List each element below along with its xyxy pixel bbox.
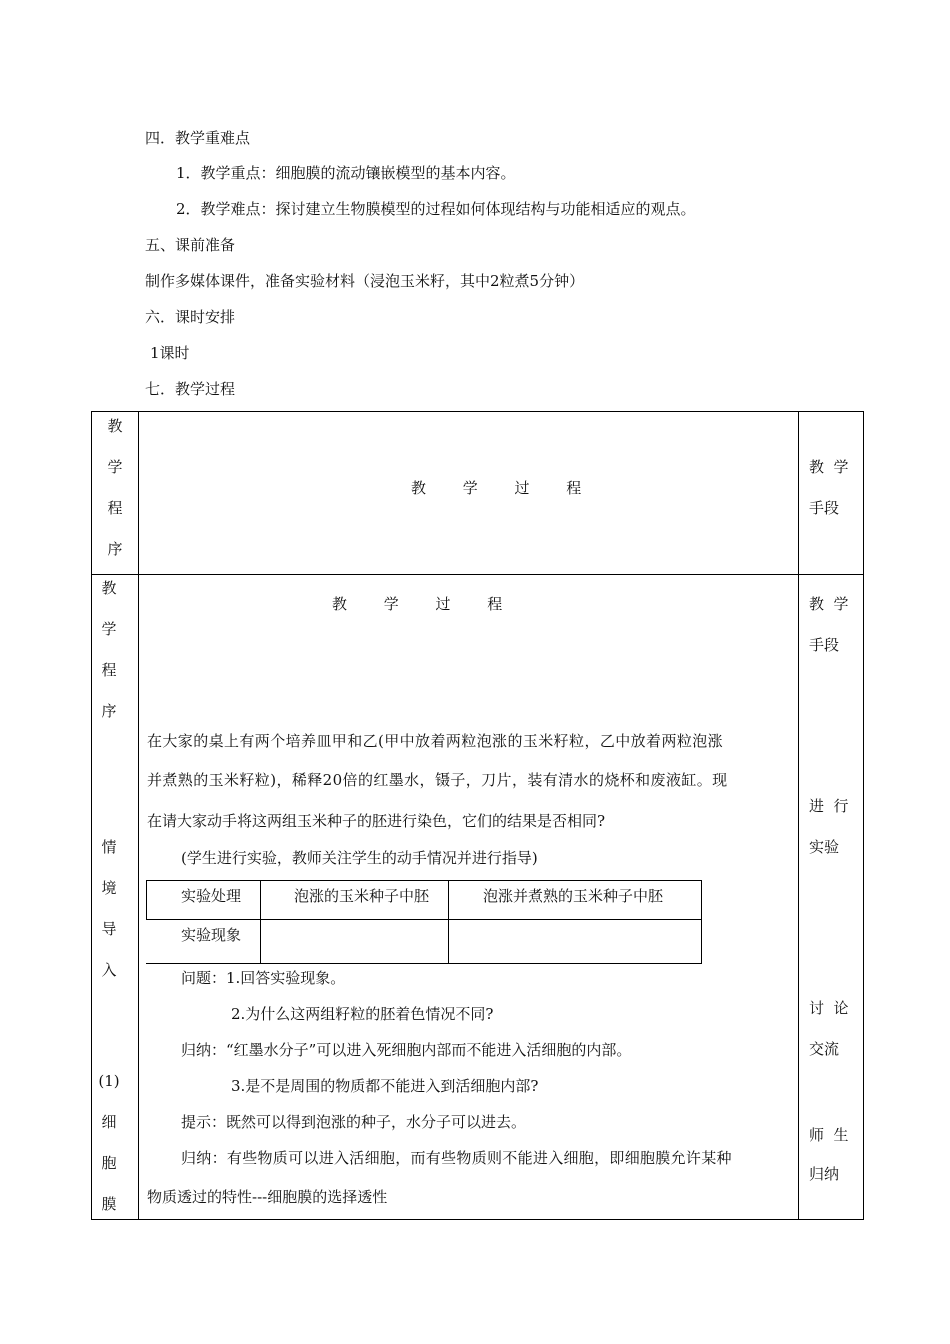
header-left-char: 程 [107,499,123,517]
header-left-char: 序 [107,540,123,558]
section-5-title: 五、课前准备 [145,236,236,254]
header-left-char: 学 [107,458,123,476]
body-center-title: 教 学 过 程 [332,595,519,613]
body-left-char: 膜 [101,1195,117,1213]
summary-2-line: 归纳：有些物质可以进入活细胞，而有些物质则不能进入细胞，即细胞膜允许某种 [181,1149,732,1167]
right-means-label: 教 学 [809,595,849,613]
body-left-char: 教 [101,579,117,597]
summary-1: 归纳：“红墨水分子”可以进入死细胞内部而不能进入活细胞的内部。 [181,1041,632,1059]
question-2: 2.为什么这两组籽粒的胚着色情况不同? [231,1005,494,1023]
header-left-char: 教 [107,417,123,435]
body-left-char: 导 [101,920,117,938]
experiment-table-cell: 泡涨的玉米种子中胚 [294,887,430,905]
right-discussion-label: 讨 论 [809,999,849,1017]
section-6-text: 1课时 [150,344,190,362]
header-center-title: 教 学 过 程 [411,479,598,497]
body-paragraph-line: 在请大家动手将这两组玉米种子的胚进行染色，它们的结果是否相同? [147,812,606,830]
section-7-title: 七．教学过程 [145,380,236,398]
experiment-table-cell: 实验处理 [181,887,242,905]
right-experiment-label: 进 行 [809,797,849,815]
summary-2-line: 物质透过的特性---细胞膜的选择透性 [147,1188,388,1206]
section-4-item-2: 2．教学难点：探讨建立生物膜模型的过程如何体现结构与功能相适应的观点。 [176,200,696,218]
body-paragraph-line: 并煮熟的玉米籽粒)，稀释20倍的红墨水，镊子，刀片，装有清水的烧杯和废液缸。现 [147,771,728,789]
body-left-char: 境 [101,879,117,897]
right-means-label: 手段 [809,636,840,654]
right-summary-label: 师 生 [809,1126,849,1144]
body-left-char: 细 [101,1113,117,1131]
right-discussion-label: 交流 [809,1040,840,1058]
right-experiment-label: 实验 [809,838,840,856]
body-paragraph-line: 在大家的桌上有两个培养皿甲和乙(甲中放着两粒泡涨的玉米籽粒，乙中放着两粒泡涨 [147,732,724,750]
header-right-line1: 教 学 [809,458,849,476]
body-left-char: 程 [101,661,117,679]
body-note: (学生进行实验，教师关注学生的动手情况并进行指导) [181,849,538,867]
section-4-title: 四．教学重难点 [145,129,251,147]
experiment-table-cell: 泡涨并煮熟的玉米种子中胚 [483,887,664,905]
section-5-text: 制作多媒体课件，准备实验材料（浸泡玉米籽，其中2粒煮5分钟） [145,272,585,290]
body-left-char: 学 [101,620,117,638]
section-4-item-1: 1．教学重点：细胞膜的流动镶嵌模型的基本内容。 [176,164,516,182]
experiment-table-cell: 实验现象 [181,926,242,944]
hint: 提示：既然可以得到泡涨的种子，水分子可以进去。 [181,1113,527,1131]
question-3: 3.是不是周围的物质都不能进入到活细胞内部? [231,1077,539,1095]
body-left-char: 情 [101,838,117,856]
body-left-char: 序 [101,702,117,720]
question-1: 问题：1.回答实验现象。 [181,969,346,987]
header-right-line2: 手段 [809,499,840,517]
section-6-title: 六．课时安排 [145,308,236,326]
body-left-char: (1) [98,1072,120,1090]
body-left-char: 胞 [101,1154,117,1172]
body-left-char: 入 [101,961,117,979]
right-summary-label: 归纳 [809,1165,840,1183]
